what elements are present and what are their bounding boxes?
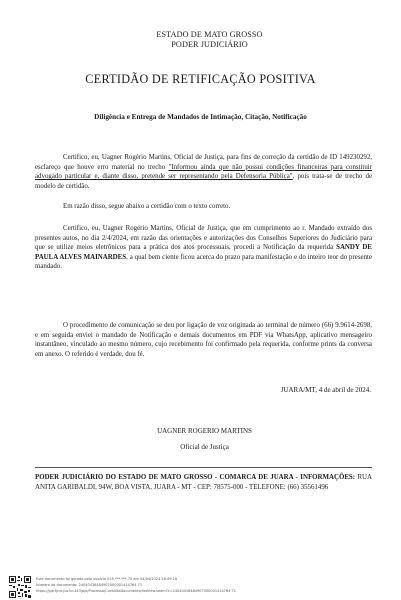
footer-address: RUA ANITA GARIBALDI, 94W, BOA VISTA, JUARA - MT - CEP: 78575-000 - TELEFONE: (66) 35561496 bbox=[35, 474, 372, 491]
signer-name: UAGNER ROGERIO MARTINS bbox=[157, 427, 252, 435]
electronic-signature-stamp bbox=[36, 576, 236, 595]
defendant-name: SANDY DE PAULA ALVES MAINARDES bbox=[35, 244, 372, 261]
header-judiciary: PODER JUDICIÁRIO bbox=[171, 40, 248, 49]
certificate-subtitle: Diligência e Entrega de Mandados de Intimação, Citação, Notificação bbox=[94, 113, 307, 121]
paragraph-procedure-text: O procedimento de comunicação se deu por ligação de voz originada ao terminal de número (66) 9.9614-2698, e em seguida enviei o mandado de Notificação e demais documentos em PDF via WhatsApp, aplicativo mensageiro instantâneo, vinculado ao mesmo número, cujo recebimento foi confirmado pela requerida, conforme prints da conversa em anexo. O referido é verdade, dou fé. bbox=[35, 322, 372, 358]
certificate-title: CERTIDÃO DE RETIFICAÇÃO POSITIVA bbox=[85, 72, 316, 86]
footer-info bbox=[35, 473, 372, 492]
stamp-generated-by: Este documento foi gerado pelo usuário 025.***.***-75 em 04/04/2024 16:49:16 bbox=[36, 577, 178, 581]
signer-role: Oficial de Justiça bbox=[180, 443, 229, 451]
stamp-document-number: Número do documento: 24040416484907000001414764 71 bbox=[36, 583, 143, 588]
paragraph-transition-text: Em razão disso, segue abaixo a certidão com o texto correto. bbox=[63, 203, 231, 210]
paragraph-correction-quote: "Informou ainda que não possui condições financeiras para constituir advogado particular e, diante disso, pretende ser representando pela Defensoria Pública" bbox=[35, 163, 372, 181]
city-date: JUARA/MT, 4 de abril de 2024. bbox=[280, 386, 371, 394]
paragraph-correction bbox=[35, 153, 372, 191]
footer-org: PODER JUDICIÁRIO DO ESTADO DE MATO GROSSO - COMARCA DE JUARA - INFORMAÇÕES: bbox=[35, 474, 356, 481]
header-state: ESTADO DE MATO GROSSO bbox=[156, 30, 263, 39]
paragraph-notification-end: , a qual bem ciente ficou acerca do prazo para manifestação e do inteiro teor do presente mandado. bbox=[35, 253, 372, 271]
paragraph-notification-intro: Certifico, eu, Uagner Rogério Martins, Oficial de Justiça, que em cumprimento ao r. Mandado extraído dos presentes autos, no dia 2/4/2024, em razão das orientações e autorizações dos Conselhos Superiores do Judiciário para que se utilize meios eletrônicos para a prática dos atos processuais, procedi a Notificação da requerida bbox=[35, 225, 372, 252]
footer-divider bbox=[35, 467, 372, 468]
stamp-verification-url[interactable]: https://pje.tjmt.jus.br:443/pje/Processo/ConsultaDocumento/listView.seam?x=24040416484907000001414764 71 bbox=[36, 589, 237, 594]
qr-code-icon bbox=[8, 575, 32, 599]
paragraph-correction-intro: Certifico, eu, Uagner Rogério Martins, Oficial de Justiça, para fins de correção da certidão de ID 149230292, esclareço que houve erro material no trecho bbox=[35, 154, 372, 171]
paragraph-transition bbox=[35, 202, 372, 212]
paragraph-correction-end: , pois trata-se de trecho de modelo de certidão. bbox=[35, 173, 372, 190]
document-header bbox=[0, 30, 401, 50]
paragraph-notification bbox=[35, 224, 372, 272]
paragraph-procedure bbox=[35, 321, 372, 359]
